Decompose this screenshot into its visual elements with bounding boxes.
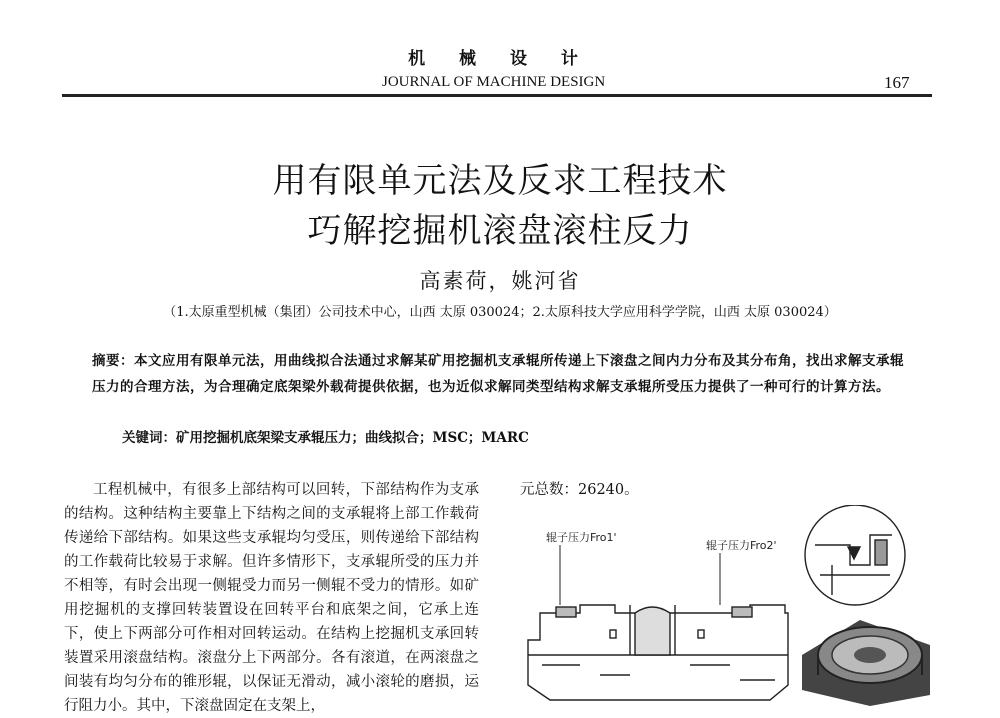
authors: 高素荷，姚河省 [419,269,581,293]
affiliation: （1.太原重型机械（集团）公司技术中心，山西 太原 030024；2.太原科技大学应用科学学院，山西 太原 030024） [163,305,837,320]
keywords-label: 关键词： [122,430,176,446]
journal-name-en: JOURNAL OF MACHINE DESIGN [382,74,606,90]
paper-title-line2: 巧解挖掘机滚盘滚柱反力 [307,211,693,251]
abstract [92,348,912,400]
keywords-text: 矿用挖掘机底架梁支承辊压力；曲线拟合；MSC；MARC [176,430,529,446]
keywords [122,426,529,446]
body-text-left-column: 工程机械中，有很多上部结构可以回转，下部结构作为支承的结构。这种结构主要靠上下结构之间的支承辊将上部工作载荷传递给下部结构。如果这些支承辊均匀受压，则传递给下部结构的工作载荷比较易于求解。但许多情形下，支承辊所受的压力并不相等，有时会出现一侧辊受力而另一侧辊不受力的情形。如矿用挖掘机的支撑回转装置设在回转平台和底架之间，它承上连下，使上下两部分可作相对回转运动。在结构上挖掘机支承回转装置采用滚盘结构。滚盘分上下两部分。各有滚道，在两滚盘之间装有均匀分布的锥形辊，以保证无滑动，减小滚轮的磨损，运行阻力小。其中，下滚盘固定在支架上， [64,482,479,714]
abstract-label: 摘要： [92,353,134,369]
abstract-text: 本文应用有限单元法，用曲线拟合法通过求解某矿用挖掘机支承辊所传递上下滚盘之间内力分布及其分布角，找出求解支承辊压力的合理方法，为合理确定底架梁外载荷提供依据，也为近似求解同类型结构求解支承辊所受压力提供了一种可行的计算方法。 [92,353,904,395]
figure-label-fro1: 辊子压力Fro1' [546,531,617,544]
paper-title-line1: 用有限单元法及反求工程技术 [272,161,728,201]
page-number: 167 [884,73,910,92]
right-column-text: 元总数：26240。 [520,482,639,498]
detail-circle [805,505,905,605]
figure-structure-diagram [520,505,940,706]
figure-label-fro2: 辊子压力Fro2' [706,539,777,552]
base-frame-section [528,605,788,700]
journal-name-cn: 机 械 设 计 [408,49,592,69]
slewing-ring-photo [802,620,930,706]
header-rule [62,94,932,97]
